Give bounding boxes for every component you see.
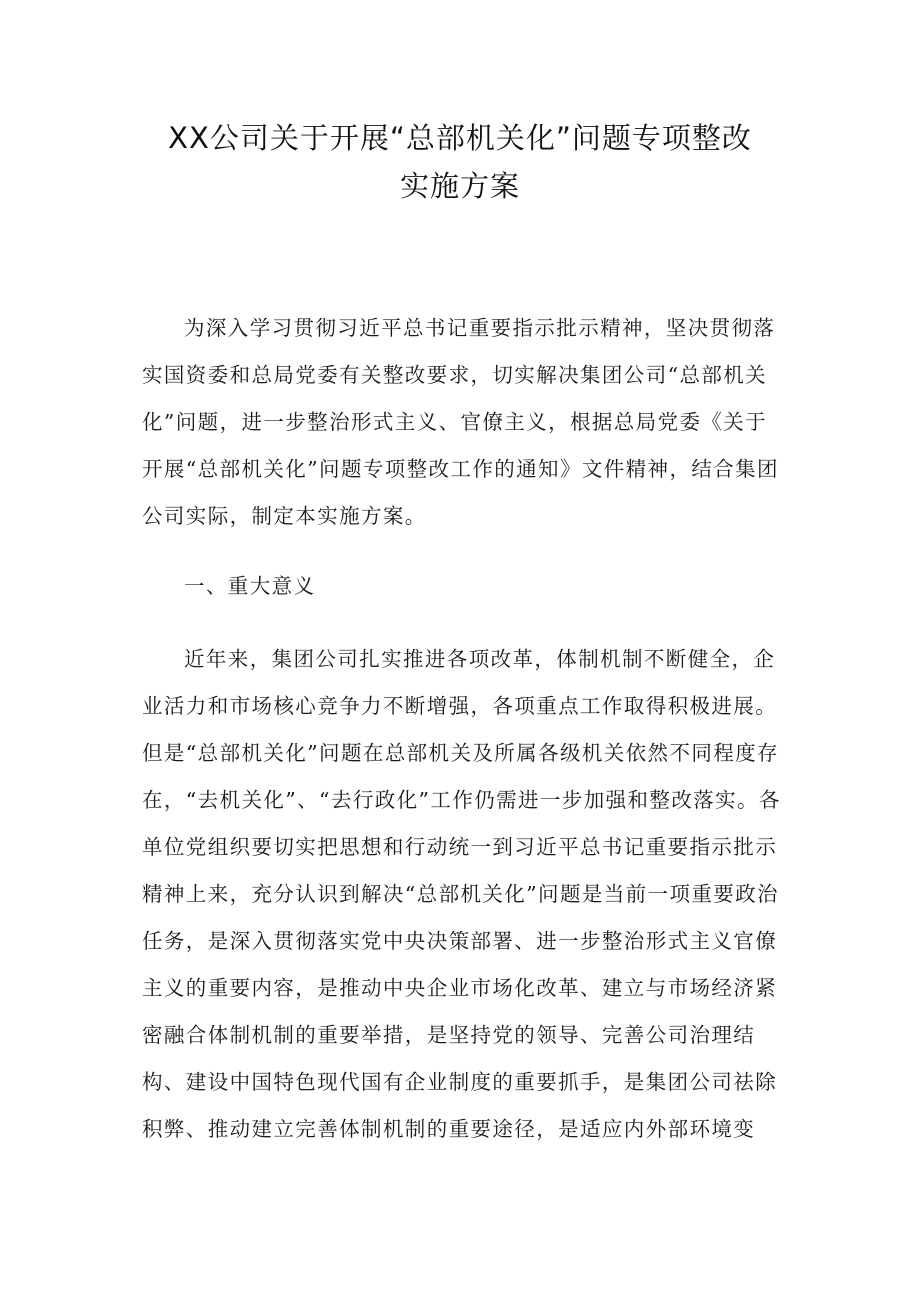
paragraph-line: 任务，是深入贯彻落实党中央决策部署、进一步整治形式主义官僚 <box>142 929 778 953</box>
paragraph-line: 公司实际，制定本实施方案。 <box>142 504 427 528</box>
paragraph-line: 化”问题，进一步整治形式主义、官僚主义，根据总局党委《关于 <box>142 410 768 434</box>
paragraph-line: 实国资委和总局党委有关整改要求，切实解决集团公司“总部机关 <box>142 363 768 387</box>
paragraph-line: 开展“总部机关化”问题专项整改工作的通知》文件精神，结合集团 <box>142 457 779 481</box>
paragraph-line: 业活力和市场核心竞争力不断增强，各项重点工作取得积极进展。 <box>142 694 778 718</box>
section-heading: 一、重大意义 <box>184 574 316 598</box>
paragraph-line: 构、建设中国特色现代国有企业制度的重要抓手，是集团公司祛除 <box>142 1070 778 1094</box>
paragraph-line: 为深入学习贯彻习近平总书记重要指示批示精神，坚决贯彻落 <box>184 316 776 340</box>
paragraph-line: 主义的重要内容，是推动中央企业市场化改革、建立与市场经济紧 <box>142 976 778 1000</box>
paragraph-line: 积弊、推动建立完善体制机制的重要途径，是适应内外部环境变 <box>142 1117 756 1141</box>
paragraph-line: 精神上来，充分认识到解决“总部机关化”问题是当前一项重要政治 <box>142 882 779 906</box>
paragraph-line: 近年来，集团公司扎实推进各项改革，体制机制不断健全，企 <box>184 647 776 671</box>
paragraph-line: 但是“总部机关化”问题在总部机关及所属各级机关依然不同程度存 <box>142 741 779 765</box>
paragraph-line: 密融合体制机制的重要举措，是坚持党的领导、完善公司治理结 <box>142 1023 756 1047</box>
document-title-line-1: XX公司关于开展“总部机关化”问题专项整改 <box>168 121 752 155</box>
paragraph-line: 单位党组织要切实把思想和行动统一到习近平总书记重要指示批示 <box>142 835 778 859</box>
document-title-line-2: 实施方案 <box>399 169 520 203</box>
paragraph-line: 在，“去机关化”、“去行政化”工作仍需进一步加强和整改落实。各 <box>142 788 781 812</box>
